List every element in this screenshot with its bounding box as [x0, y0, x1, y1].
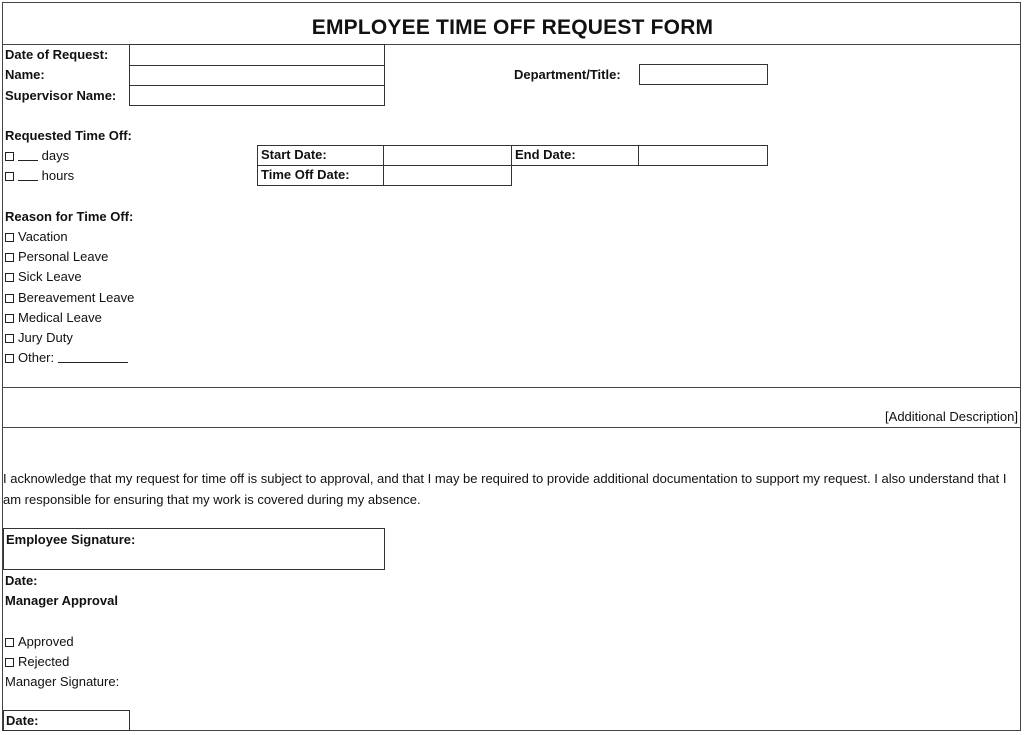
name-label: Name: [5, 67, 45, 82]
start-date-field[interactable] [383, 145, 512, 166]
rejected-option[interactable] [5, 653, 69, 671]
other-blank[interactable] [58, 351, 128, 363]
reason-heading: Reason for Time Off: [5, 209, 134, 224]
date-of-request-field[interactable] [129, 44, 385, 66]
days-blank[interactable] [18, 149, 38, 161]
form-title: EMPLOYEE TIME OFF REQUEST FORM [311, 16, 714, 39]
reason-option-personal-leave[interactable] [5, 248, 108, 266]
approved-label: Approved [18, 634, 74, 649]
reason-option-other[interactable] [5, 349, 128, 367]
bereavement-leave-label: Bereavement Leave [18, 290, 135, 305]
rejected-checkbox[interactable] [5, 658, 14, 667]
reason-option-bereavement-leave[interactable] [5, 289, 134, 307]
date-of-request-label: Date of Request: [5, 47, 109, 62]
manager-date-box[interactable] [3, 710, 130, 731]
employee-signature-box[interactable] [3, 528, 385, 570]
name-field[interactable] [129, 65, 385, 86]
reason-option-medical-leave[interactable] [5, 309, 102, 327]
medical-leave-checkbox[interactable] [5, 314, 14, 323]
section-divider-top [3, 387, 1020, 388]
days-option[interactable] [5, 147, 69, 165]
end-date-label: End Date: [511, 145, 639, 166]
requested-time-off-heading: Requested Time Off: [5, 128, 132, 143]
days-checkbox[interactable] [5, 152, 14, 161]
reason-option-sick-leave[interactable] [5, 268, 82, 286]
department-title-label: Department/Title: [514, 67, 621, 82]
supervisor-name-field[interactable] [129, 85, 385, 106]
hours-blank[interactable] [18, 169, 38, 181]
section-divider-bottom [3, 427, 1020, 428]
vacation-checkbox[interactable] [5, 233, 14, 242]
personal-leave-checkbox[interactable] [5, 253, 14, 262]
other-checkbox[interactable] [5, 354, 14, 363]
jury-duty-label: Jury Duty [18, 330, 73, 345]
manager-date-label: Date: [6, 713, 39, 728]
jury-duty-checkbox[interactable] [5, 334, 14, 343]
vacation-label: Vacation [18, 229, 68, 244]
manager-signature-label: Manager Signature: [5, 674, 120, 689]
medical-leave-label: Medical Leave [18, 310, 102, 325]
personal-leave-label: Personal Leave [18, 249, 109, 264]
hours-checkbox[interactable] [5, 172, 14, 181]
employee-signature-label: Employee Signature: [6, 532, 136, 547]
start-date-label: Start Date: [257, 145, 384, 166]
end-date-field[interactable] [638, 145, 768, 166]
sick-leave-checkbox[interactable] [5, 273, 14, 282]
acknowledgement-text: I acknowledge that my request for time off is subject to approval, and that I may be required to provide additional documentation to support my request. I also understand that I am responsible for ensuring that my work is covered during my absence. [3, 471, 1007, 507]
time-off-date-field[interactable] [383, 165, 512, 186]
days-label: days [41, 148, 70, 163]
hours-label: hours [41, 168, 75, 183]
reason-option-jury-duty[interactable] [5, 329, 73, 347]
time-off-request-form [2, 2, 1021, 731]
reason-option-vacation[interactable] [5, 228, 68, 246]
manager-approval-heading: Manager Approval [5, 593, 118, 608]
approved-option[interactable] [5, 633, 74, 651]
hours-option[interactable] [5, 167, 74, 185]
bereavement-leave-checkbox[interactable] [5, 294, 14, 303]
sick-leave-label: Sick Leave [18, 269, 82, 284]
approved-checkbox[interactable] [5, 638, 14, 647]
time-off-date-label: Time Off Date: [257, 165, 384, 186]
employee-date-label: Date: [5, 573, 38, 588]
supervisor-name-label: Supervisor Name: [5, 88, 117, 103]
department-title-field[interactable] [639, 64, 768, 85]
additional-description[interactable]: [Additional Description] [885, 409, 1018, 424]
rejected-label: Rejected [18, 654, 70, 669]
other-label: Other: [18, 350, 55, 365]
